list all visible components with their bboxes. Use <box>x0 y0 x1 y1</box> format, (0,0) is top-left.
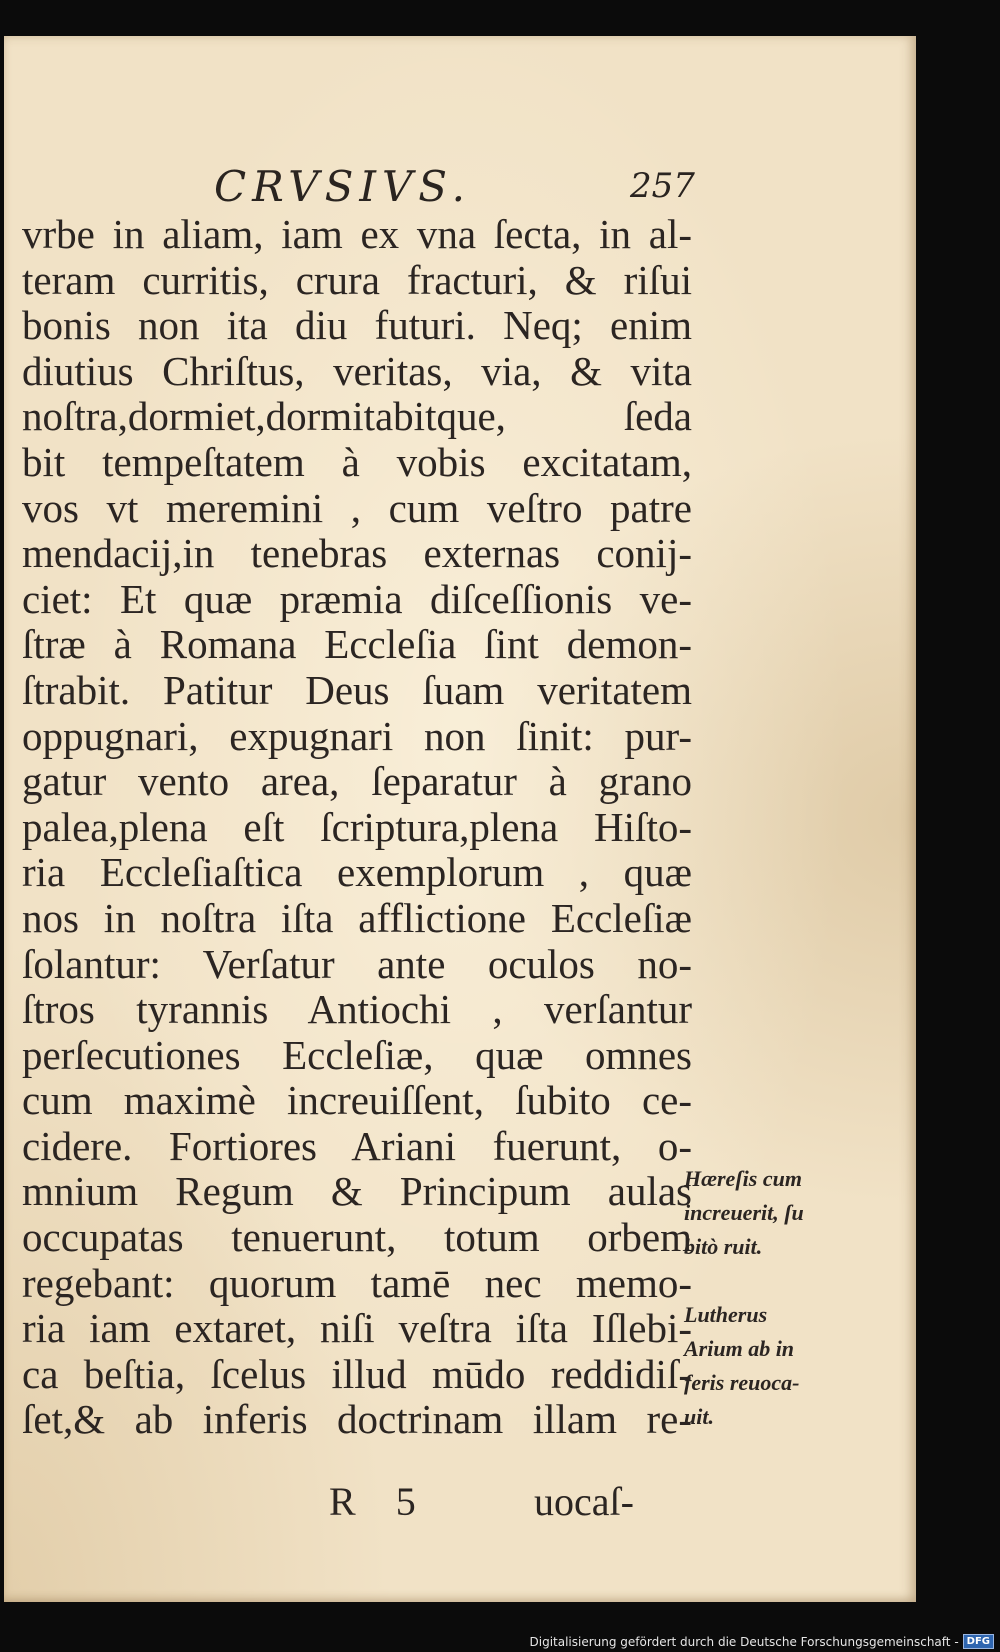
text-line: ca beſtia, ſcelus illud mūdo reddidiſ- <box>22 1350 692 1397</box>
text-line: bit tempeſtatem à vobis excitatam, <box>22 438 692 485</box>
text-line: ria iam extaret, niſi veſtra iſta Iſlebi- <box>22 1305 692 1352</box>
marginal-line: Hæreſis cum <box>684 1166 802 1191</box>
text-line: oppugnari, expugnari non ſinit: pur- <box>22 712 692 759</box>
text-line: ſet,& ab inferis doctrinam illam re- <box>22 1396 692 1443</box>
text-line: ſolantur: Verſatur ante oculos no- <box>22 940 692 987</box>
signature-number: 5 <box>395 1479 416 1524</box>
signature-mark <box>329 1478 416 1525</box>
page-number: 257 <box>630 166 695 206</box>
text-line: mnium Regum & Principum aulas <box>22 1168 692 1215</box>
text-line: ſtros tyrannis Antiochi , verſantur <box>22 986 692 1033</box>
text-line: occupatas tenuerunt, totum orbem <box>22 1214 692 1261</box>
footer-credit: Digitalisierung gefördert durch die Deutsche Forschungsgemeinschaft - <box>529 1634 959 1649</box>
marginal-line: bitò ruit. <box>684 1234 763 1259</box>
marginal-note-heresy <box>684 1162 804 1264</box>
text-line: gatur vento area, ſeparatur à grano <box>22 758 692 805</box>
text-line: vos vt meremini , cum veſtro patre <box>22 484 692 531</box>
text-line: regebant: quorum tamē nec memo- <box>22 1259 692 1306</box>
text-line: ciet: Et quæ præmia diſceſſionis ve- <box>22 575 692 622</box>
text-line: nos in noſtra iſta afflictione Eccleſiæ <box>22 894 692 941</box>
text-line: perſecutiones Eccleſiæ, quæ omnes <box>22 1031 692 1078</box>
text-line: palea,plena eſt ſcriptura,plena Hiſto- <box>22 803 692 850</box>
dfg-logo: DFG <box>963 1634 994 1649</box>
text-line: cum maximè increuiſſent, ſubito ce- <box>22 1077 692 1124</box>
digitization-footer <box>530 1634 995 1649</box>
book-page <box>4 36 916 1602</box>
marginal-line: Lutherus <box>684 1302 768 1327</box>
text-line: diutius Chriſtus, veritas, via, & vita <box>22 347 692 394</box>
marginal-line: feris reuoca- <box>684 1370 800 1395</box>
text-line: noſtra,dormiet,dormitabitque, ſeda <box>22 393 692 440</box>
body-text <box>22 212 692 1443</box>
marginal-line: uit. <box>684 1404 714 1429</box>
marginal-line: increuerit, ſu <box>684 1200 804 1225</box>
signature-letter: R <box>329 1479 356 1524</box>
text-line: ſtrabit. Patitur Deus ſuam veritatem <box>22 666 692 713</box>
text-line: cidere. Fortiores Ariani fuerunt, o- <box>22 1122 692 1169</box>
text-line: teram curritis, crura fracturi, & riſui <box>22 256 692 303</box>
marginal-note-lutherus <box>684 1298 799 1434</box>
marginal-line: Arium ab in <box>684 1336 795 1361</box>
catchword: uocaſ- <box>534 1479 634 1524</box>
text-line: vrbe in aliam, iam ex vna ſecta, in al- <box>22 211 692 257</box>
text-line: ria Eccleſiaſtica exemplorum , quæ <box>22 849 692 896</box>
running-title: CRVSIVS. <box>214 162 471 211</box>
text-line: mendacij,in tenebras externas conij- <box>22 530 692 577</box>
text-line: ſtræ à Romana Eccleſia ſint demon- <box>22 621 692 668</box>
text-line: bonis non ita diu futuri. Neq; enim <box>22 302 692 349</box>
